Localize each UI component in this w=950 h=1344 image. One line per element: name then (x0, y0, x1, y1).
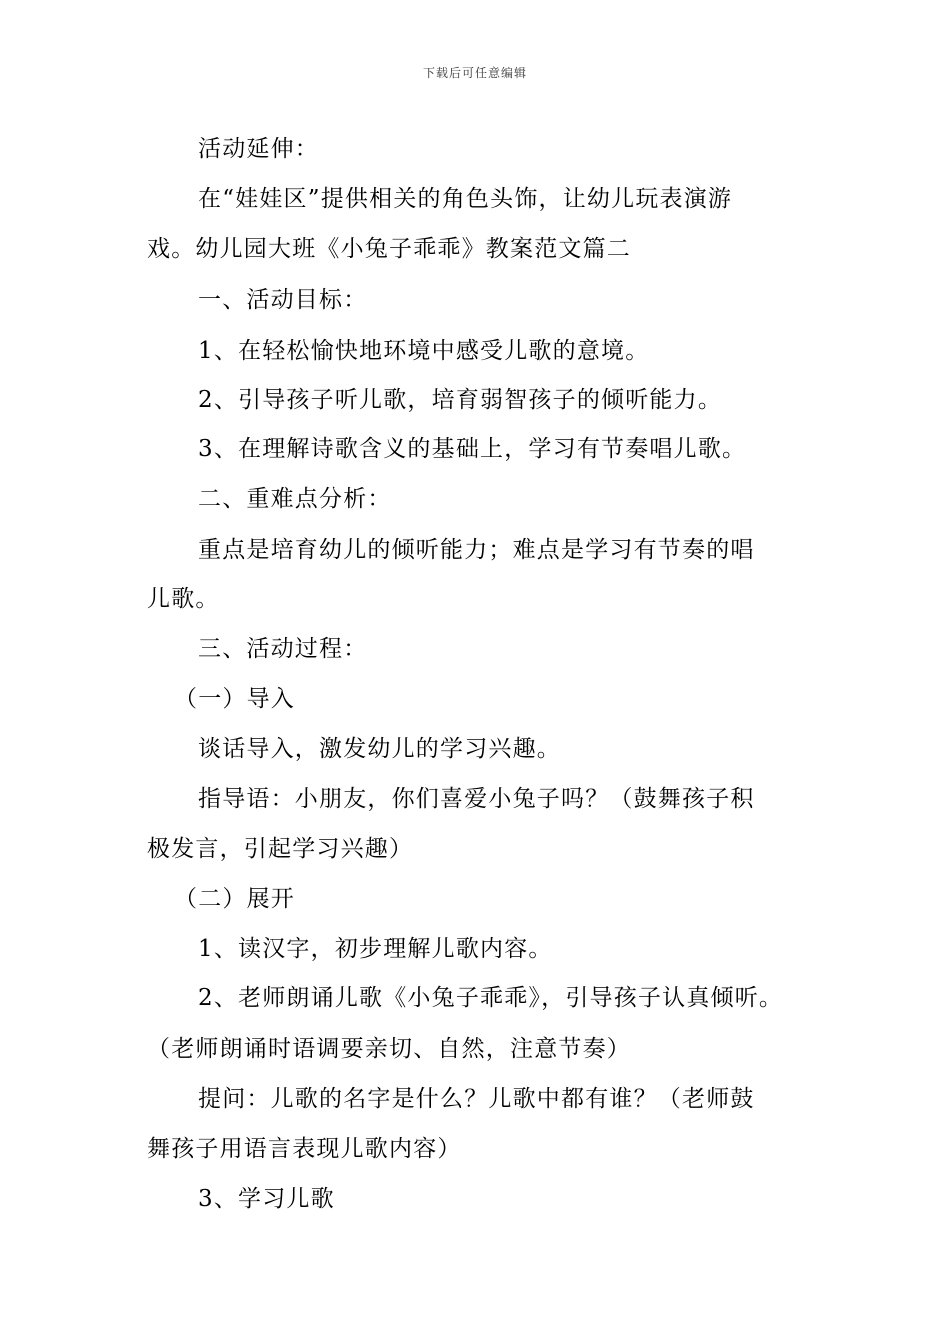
text-line: 在“娃娃区”提供相关的角色头饰，让幼儿玩表演游 (198, 186, 733, 212)
text-line: 1、读汉字，初步理解儿歌内容。 (198, 936, 553, 962)
text-line: 舞孩子用语言表现儿歌内容） (147, 1136, 462, 1162)
text-line: 指导语：小朋友，你们喜爱小兔子吗？（鼓舞孩子积 (198, 786, 755, 812)
text-line: （一）导入 (174, 686, 295, 712)
text-line: （老师朗诵时语调要亲切、自然，注意节奏） (147, 1036, 631, 1062)
text-line: 2、引导孩子听儿歌，培育弱智孩子的倾听能力。 (198, 387, 723, 413)
text-line: 谈话导入，激发幼儿的学习兴趣。 (198, 736, 561, 762)
text-line: 重点是培育幼儿的倾听能力；难点是学习有节奏的唱 (198, 537, 755, 563)
text-line: 一、活动目标： (198, 287, 368, 313)
text-line: 二、重难点分析： (198, 486, 392, 512)
text-line: 活动延伸： (198, 136, 319, 162)
page-header: 下载后可任意编辑 (422, 66, 527, 80)
text-line: 极发言，引起学习兴趣） (147, 836, 414, 862)
text-line: 1、在轻松愉快地环境中感受儿歌的意境。 (198, 338, 650, 364)
text-line: 3、在理解诗歌含义的基础上，学习有节奏唱儿歌。 (198, 436, 747, 462)
text-line: 儿歌。 (147, 586, 220, 612)
text-line: 三、活动过程： (198, 636, 368, 662)
text-line: 2、老师朗诵儿歌《小兔子乖乖》，引导孩子认真倾听。 (198, 985, 784, 1011)
text-line: 3、学习儿歌 (198, 1186, 335, 1212)
text-line: 提问：儿歌的名字是什么？儿歌中都有谁？（老师鼓 (198, 1086, 755, 1112)
text-line: 戏。幼儿园大班《小兔子乖乖》教案范文篇二 (147, 236, 631, 262)
text-line: （二）展开 (174, 886, 295, 912)
